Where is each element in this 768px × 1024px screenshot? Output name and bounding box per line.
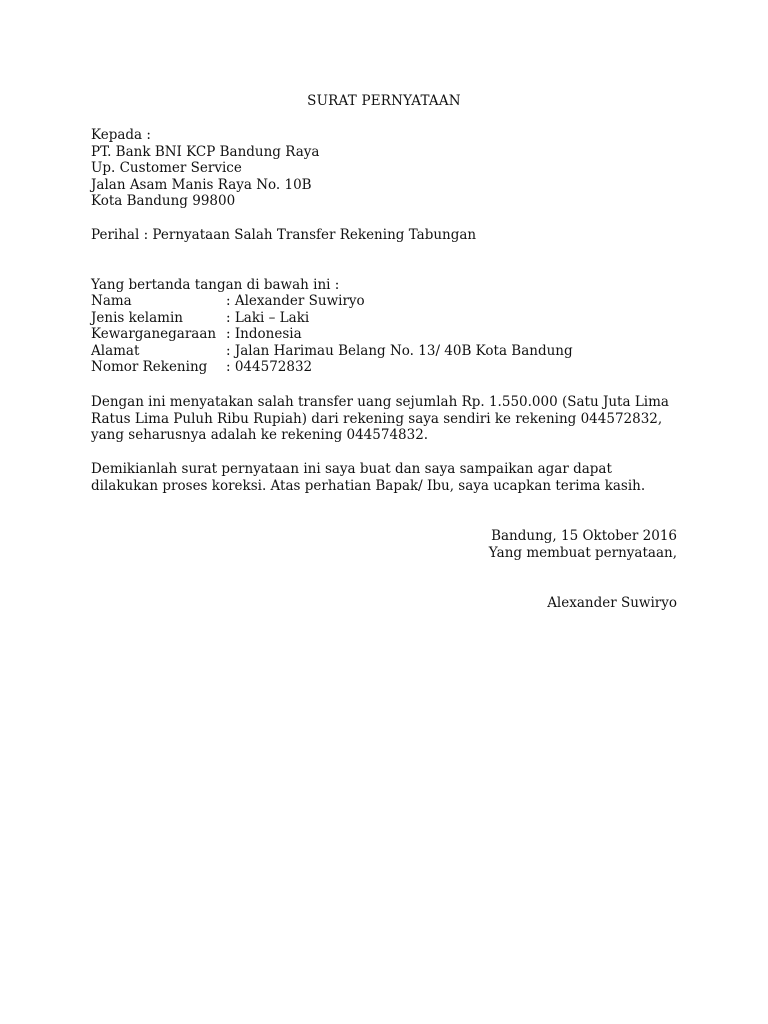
place-date: Bandung, 15 Oktober 2016 bbox=[491, 528, 677, 544]
recipient-kepada: Kepada : bbox=[91, 127, 151, 143]
recipient-line-2: Up. Customer Service bbox=[91, 160, 242, 177]
field-label: Nama bbox=[91, 293, 132, 309]
document-title: SURAT PERNYATAAN bbox=[307, 93, 461, 109]
recipient-address bbox=[91, 127, 691, 210]
field-row-kewarganegaraan bbox=[91, 326, 691, 343]
field-value: : Jalan Harimau Belang No. 13/ 40B Kota Bandung bbox=[226, 342, 573, 359]
field-label: Kewarganegaraan bbox=[91, 326, 217, 343]
field-label: Jenis kelamin bbox=[91, 309, 183, 326]
signature-block bbox=[489, 528, 677, 561]
field-value: : Indonesia bbox=[226, 326, 302, 343]
identity-fields bbox=[91, 293, 691, 376]
field-row-jenis-kelamin bbox=[91, 310, 691, 327]
recipient-line-4: Kota Bandung 99800 bbox=[91, 193, 236, 210]
signatory-name: Alexander Suwiryo bbox=[547, 595, 677, 611]
maker-label: Yang membuat pernyataan, bbox=[488, 544, 677, 561]
field-value: : Laki – Laki bbox=[226, 309, 310, 326]
field-label: Nomor Rekening bbox=[91, 359, 208, 376]
statement-paragraph: Dengan ini menyatakan salah transfer uang sejumlah Rp. 1.550.000 (Satu Juta Lima Ratus Lima Puluh Ribu Rupiah) dari rekening saya sendiri ke rekening 044572832, yang seharusnya adalah ke rekening 044574832. bbox=[91, 394, 669, 444]
field-row-nama bbox=[91, 293, 691, 310]
field-value: : Alexander Suwiryo bbox=[226, 293, 365, 309]
closing-paragraph: Demikianlah surat pernyataan ini saya buat dan saya sampaikan agar dapat dilakukan proses koreksi. Atas perhatian Bapak/ Ibu, saya ucapkan terima kasih. bbox=[91, 461, 646, 494]
recipient-line-3: Jalan Asam Manis Raya No. 10B bbox=[91, 176, 312, 193]
recipient-line-1: PT. Bank BNI KCP Bandung Raya bbox=[91, 143, 320, 160]
field-row-alamat bbox=[91, 343, 691, 360]
subject-line: Perihal : Pernyataan Salah Transfer Rekening Tabungan bbox=[91, 227, 477, 243]
intro-line: Yang bertanda tangan di bawah ini : bbox=[91, 277, 340, 293]
field-label: Alamat bbox=[91, 342, 140, 359]
field-row-nomor-rekening bbox=[91, 359, 691, 376]
field-value: : 044572832 bbox=[226, 359, 313, 376]
